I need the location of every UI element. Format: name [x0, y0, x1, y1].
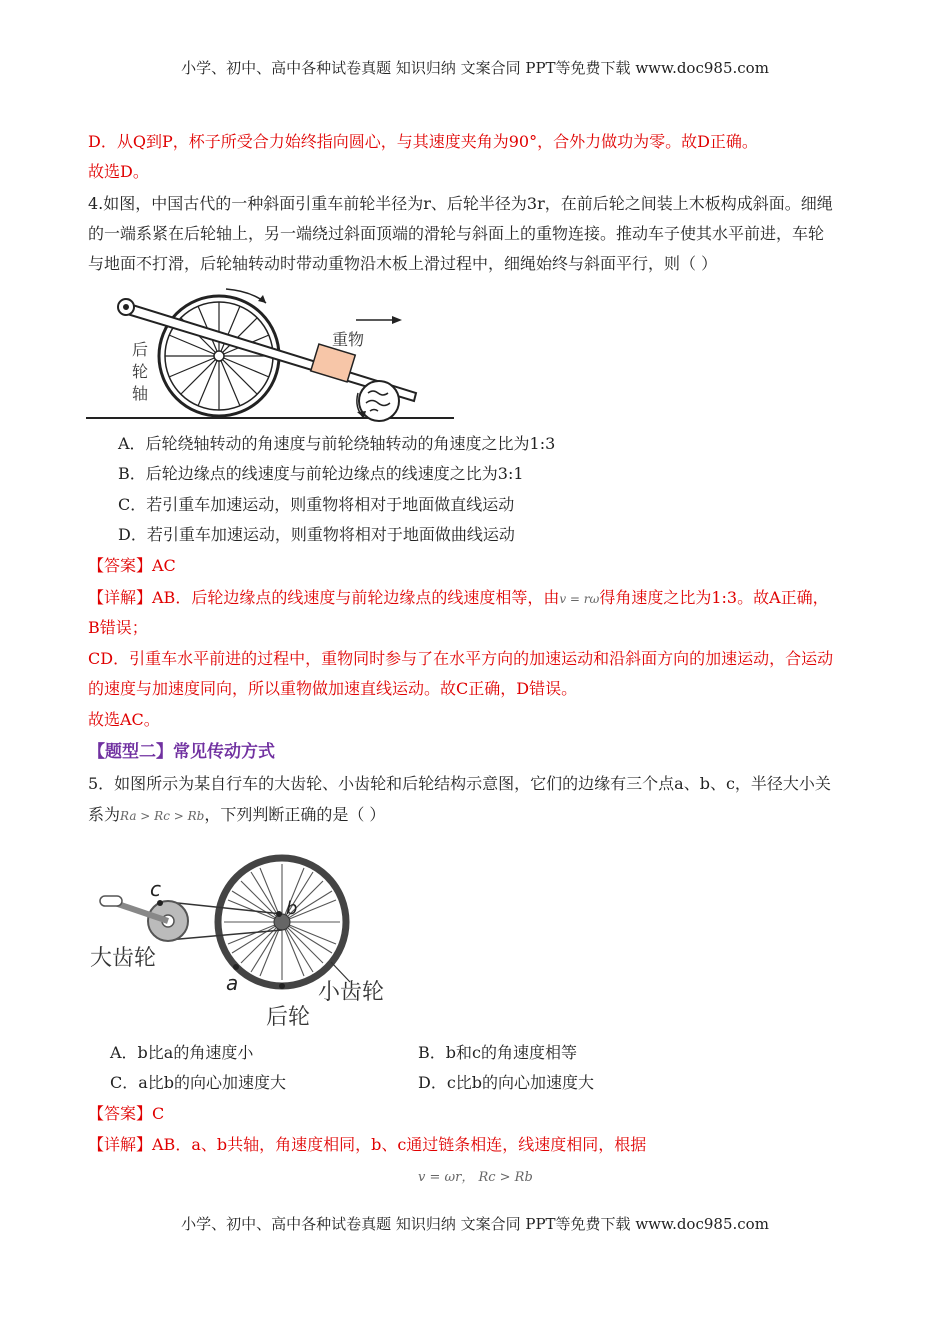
q4-answer: 【答案】AC	[88, 556, 176, 575]
q4-detail-part-2: 得角速度之比为1:3。故A正确，	[599, 588, 829, 607]
q4-option-b: B．后轮边缘点的线速度与前轮边缘点的线速度之比为3:1	[118, 464, 524, 483]
axle-label-2: 轮	[132, 362, 149, 381]
front-wheel	[359, 381, 399, 421]
q4-stem-line-2: 的一端系紧在后轮轴上，另一端绕过斜面顶端的滑轮与斜面上的重物连接。推动车子使其水平前进，车轮	[88, 224, 825, 243]
point-b-label: b	[286, 898, 298, 919]
point-a-label: a	[226, 971, 239, 995]
q4-stem-line-1: 4.如图，中国古代的一种斜面引重车前轮半径为r、后轮半径为3r，在前后轮之间装上木板构成斜面。细绳	[88, 194, 833, 213]
q5-stem-part-2: ，下列判断正确的是（ ）	[204, 805, 386, 824]
q5-stem-formula: Ra > Rc > Rb	[120, 809, 205, 823]
page-header: 小学、初中、高中各种试卷真题 知识归纳 文案合同 PPT等免费下载 www.doc985.com	[181, 59, 769, 77]
q4-cart-figure	[86, 283, 458, 423]
q4-stem-line-3: 与地面不打滑，后轮轴转动时带动重物沿木板上滑过程中，细绳始终与斜面平行，则（ ）	[88, 254, 718, 273]
q4-detail-part-1: 【详解】AB．后轮边缘点的线速度与前轮边缘点的线速度相等，由	[88, 588, 560, 607]
q5-answer: 【答案】C	[88, 1104, 165, 1123]
q4-detail-line-4: 的速度与加速度同向，所以重物做加速直线运动。故C正确，D错误。	[88, 679, 578, 698]
big-gear-label: 大齿轮	[90, 946, 157, 971]
q5-option-c: C．a比b的向心加速度大	[110, 1073, 287, 1092]
q4-option-a: A．后轮绕轴转动的角速度与前轮绕轴转动的角速度之比为1:3	[118, 434, 556, 453]
weight-label: 重物	[332, 330, 365, 349]
axle-label-3: 轴	[132, 384, 149, 403]
q4-detail-formula: v = rω	[559, 592, 600, 606]
rear-wheel	[159, 296, 279, 416]
q4-detail-line-1	[88, 587, 829, 610]
q5-option-a: A．b比a的角速度小	[110, 1043, 254, 1062]
q5-detail-line-1: 【详解】AB．a、b共轴，角速度相同，b、c通过链条相连，线速度相同，根据	[88, 1135, 647, 1154]
q4-detail-line-2: B错误；	[88, 618, 148, 637]
q5-option-d: D．c比b的向心加速度大	[418, 1073, 595, 1092]
prev-option-d-explanation: D．从Q到P，杯子所受合力始终指向圆心，与其速度夹角为90°，合外力做功为零。故D正确。	[88, 132, 758, 151]
q5-option-b: B．b和c的角速度相等	[418, 1043, 577, 1062]
rear-wheel-label: 后轮	[266, 1005, 311, 1030]
page-footer: 小学、初中、高中各种试卷真题 知识归纳 文案合同 PPT等免费下载 www.doc985.com	[181, 1215, 769, 1233]
weight-box	[311, 344, 356, 382]
q5-bicycle-figure	[88, 852, 398, 1032]
prev-conclusion: 故选D。	[88, 162, 149, 181]
axle-label-1: 后	[132, 340, 149, 359]
q4-option-c: C．若引重车加速运动，则重物将相对于地面做直线运动	[118, 495, 515, 514]
q4-detail-line-3: CD．引重车水平前进的过程中，重物同时参与了在水平方向的加速运动和沿斜面方向的加速运动，合运动	[88, 649, 834, 668]
q5-stem-line-1: 5．如图所示为某自行车的大齿轮、小齿轮和后轮结构示意图，它们的边缘有三个点a、b、c，半径大小关	[88, 774, 831, 793]
small-gear-label: 小齿轮	[318, 980, 385, 1005]
q4-conclusion: 故选AC。	[88, 710, 160, 729]
q5-detail-formula: v = ωr， Rc > Rb	[418, 1170, 533, 1185]
q5-stem-line-2	[88, 804, 385, 827]
q5-stem-part-1: 系为	[88, 805, 121, 824]
section-title: 【题型二】常见传动方式	[88, 742, 275, 762]
q4-option-d: D．若引重车加速运动，则重物将相对于地面做曲线运动	[118, 525, 515, 544]
point-c-label: c	[150, 877, 161, 901]
